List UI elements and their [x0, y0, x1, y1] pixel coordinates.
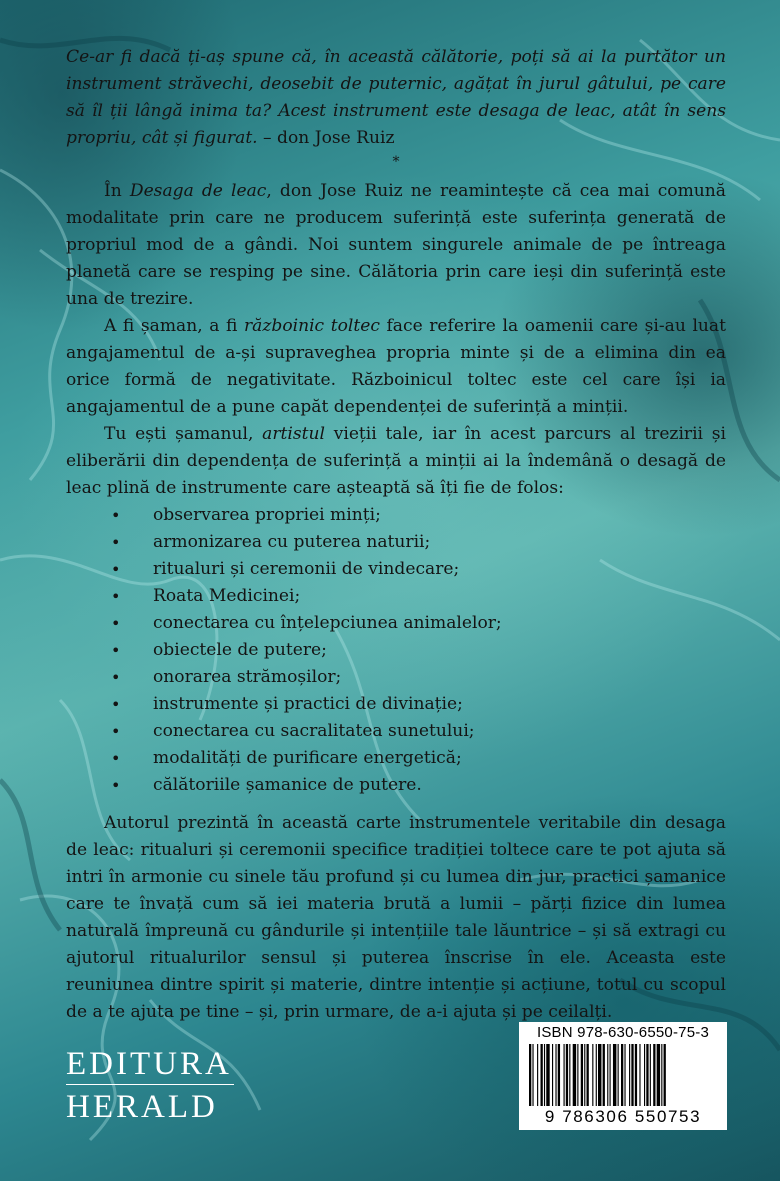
- paragraph-2-text-a: A fi șaman, a fi: [104, 316, 245, 336]
- barcode-bar: [581, 1044, 583, 1106]
- barcode-bar: [664, 1044, 666, 1106]
- paragraph-3-text-b: vieții tale, iar în acest parcurs al trezirii și eliberării din dependența de suferință a minții ai la îndemână o desagă de leac plină de instrumente care așteaptă să îți fie de folos:: [66, 424, 726, 498]
- tool-list-item: [66, 610, 726, 637]
- tool-list-item-label: conectarea cu înțelepciunea animalelor;: [153, 613, 502, 633]
- barcode-icon: [529, 1044, 717, 1106]
- barcode-bar: [624, 1044, 625, 1106]
- bullet-icon: •: [111, 776, 121, 795]
- barcode-bar: [584, 1044, 585, 1106]
- bullet-icon: •: [111, 587, 121, 606]
- tool-list-item: [66, 691, 726, 718]
- barcode-digits: 9 786306 550753: [544, 1107, 702, 1126]
- barcode-bar: [564, 1044, 565, 1106]
- tool-list-item-label: ritualuri și ceremonii de vindecare;: [153, 559, 460, 579]
- barcode-bar: [532, 1044, 533, 1106]
- back-cover-text: [66, 44, 726, 1026]
- quote-author: – don Jose Ruiz: [257, 128, 395, 148]
- bullet-icon: •: [111, 695, 121, 714]
- tool-list-item: [66, 772, 726, 799]
- bullet-icon: •: [111, 641, 121, 660]
- artist-italic: artistul: [262, 424, 325, 444]
- book-title-italic: Desaga de leac: [129, 181, 267, 201]
- barcode-bar: [558, 1044, 560, 1106]
- tool-list-item: [66, 502, 726, 529]
- barcode-bar: [657, 1044, 660, 1106]
- barcode-bar: [573, 1044, 576, 1106]
- barcode-bar: [603, 1044, 605, 1106]
- opening-quote: [66, 44, 726, 152]
- barcode-bar: [650, 1044, 651, 1106]
- publisher-line-2: HERALD: [66, 1089, 218, 1125]
- barcode-bar: [661, 1044, 662, 1106]
- barcode-bar: [566, 1044, 568, 1106]
- barcode-bar: [613, 1044, 616, 1106]
- barcode-bar: [537, 1044, 538, 1106]
- barcode-bar: [635, 1044, 637, 1106]
- paragraph-3: [66, 421, 726, 502]
- tool-list-item: [66, 718, 726, 745]
- bullet-icon: •: [111, 614, 121, 633]
- barcode-bar: [631, 1044, 633, 1106]
- tool-list-item-label: modalități de purificare energetică;: [153, 748, 462, 768]
- barcode-bar: [629, 1044, 630, 1106]
- barcode-bar: [598, 1044, 601, 1106]
- tool-list-item-label: călătoriile șamanice de putere.: [153, 775, 422, 795]
- tool-list-item: [66, 637, 726, 664]
- barcode-bar: [555, 1044, 556, 1106]
- barcode-bar: [607, 1044, 608, 1106]
- isbn-label: ISBN 978-630-6550-75-3: [536, 1024, 709, 1041]
- bullet-icon: •: [111, 533, 121, 552]
- tool-list-item-label: conectarea cu sacralitatea sunetului;: [153, 721, 475, 741]
- tool-list-item: [66, 745, 726, 772]
- barcode-bar: [546, 1044, 549, 1106]
- tool-list-item-label: obiectele de putere;: [153, 640, 327, 660]
- tool-list-item-label: Roata Medicinei;: [153, 586, 301, 606]
- quote-text: Ce-ar fi dacă ți-aș spune că, în această călătorie, poți să ai la purtător un instrument străvechi, deosebit de puternic, agățat în jurul gâtului, pe care să îl ții lângă inima ta? Acest instrument este desaga de leac, atât în sens propriu, cât și figurat.: [66, 47, 726, 148]
- barcode-bar: [653, 1044, 655, 1106]
- paragraph-4: Autorul prezintă în această carte instrumentele veritabile din desaga de leac: ritualuri și ceremonii specifice tradiției toltece care te pot ajuta să intri în armonie cu sinele tău profund și cu lumea din jur, practici șamanice care te învață cum să iei materia brută a lumii – părți fizice din lumea naturală împreună cu gândurile și intențiile tale lăuntrice – și să extragi cu ajutorul ritualurilor sensul și puterea înscrise în ele. Aceasta este reuniunea dintre spirit și materie, dintre intenție și acțiune, totul cu scopul de a te ajuta pe tine – și, prin urmare, de a-i ajuta și pe ceilalți.: [66, 813, 726, 1022]
- paragraph-1-text-a: În: [104, 181, 130, 201]
- barcode-bar: [639, 1044, 640, 1106]
- bullet-icon: •: [111, 506, 121, 525]
- paragraph-2-text-b: face referire la oamenii care și-au luat angajamentul de a-și supraveghea propria minte și de a elimina din ea orice formă de negativitate. Războinicul toltec este cel care își ia angajamentul de a pune capăt dependenței de suferință a minții.: [66, 316, 726, 417]
- bullet-icon: •: [111, 722, 121, 741]
- paragraph-2: [66, 313, 726, 421]
- barcode-bar: [646, 1044, 648, 1106]
- barcode-bar: [592, 1044, 593, 1106]
- barcode-bar: [618, 1044, 619, 1106]
- tool-list-item-label: armonizarea cu puterea naturii;: [153, 532, 431, 552]
- tool-list-item-label: onorarea strămoșilor;: [153, 667, 342, 687]
- barcode-bar: [621, 1044, 623, 1106]
- barcode-bar: [610, 1044, 611, 1106]
- barcode-bar: [587, 1044, 589, 1106]
- tool-list-item: [66, 664, 726, 691]
- paragraph-1: [66, 178, 726, 313]
- barcode-bar: [529, 1044, 531, 1106]
- bullet-icon: •: [111, 668, 121, 687]
- tool-list-item: [66, 529, 726, 556]
- tool-list-item-label: observarea propriei minți;: [153, 505, 381, 525]
- publisher-line-1: EDITURA: [66, 1046, 232, 1082]
- tools-list: [66, 502, 726, 799]
- isbn-barcode-box: [519, 1022, 727, 1130]
- tool-list-item: [66, 583, 726, 610]
- bullet-icon: •: [111, 749, 121, 768]
- barcode-bar: [541, 1044, 543, 1106]
- barcode-bar: [544, 1044, 545, 1106]
- publisher-divider: [66, 1084, 234, 1085]
- paragraph-3-text-a: Tu ești șamanul,: [104, 424, 263, 444]
- section-separator: *: [392, 154, 400, 170]
- barcode-bar: [596, 1044, 597, 1106]
- barcode-bar: [577, 1044, 578, 1106]
- barcode-bar: [644, 1044, 645, 1106]
- barcode-bar: [552, 1044, 553, 1106]
- paragraph-1-text-b: , don Jose Ruiz ne reamintește că cea mai comună modalitate prin care ne producem suferință este suferința generată de propriul mod de a gândi. Noi suntem singurele animale de pe întreaga planetă care se resping pe sine. Călătoria prin care ieși din suferință este una de trezire.: [66, 181, 726, 309]
- bullet-icon: •: [111, 560, 121, 579]
- barcode-bar: [569, 1044, 570, 1106]
- toltec-warrior-italic: războinic toltec: [244, 316, 380, 336]
- publisher-logo: [66, 1046, 240, 1125]
- tool-list-item-label: instrumente și practici de divinație;: [153, 694, 463, 714]
- tool-list-item: [66, 556, 726, 583]
